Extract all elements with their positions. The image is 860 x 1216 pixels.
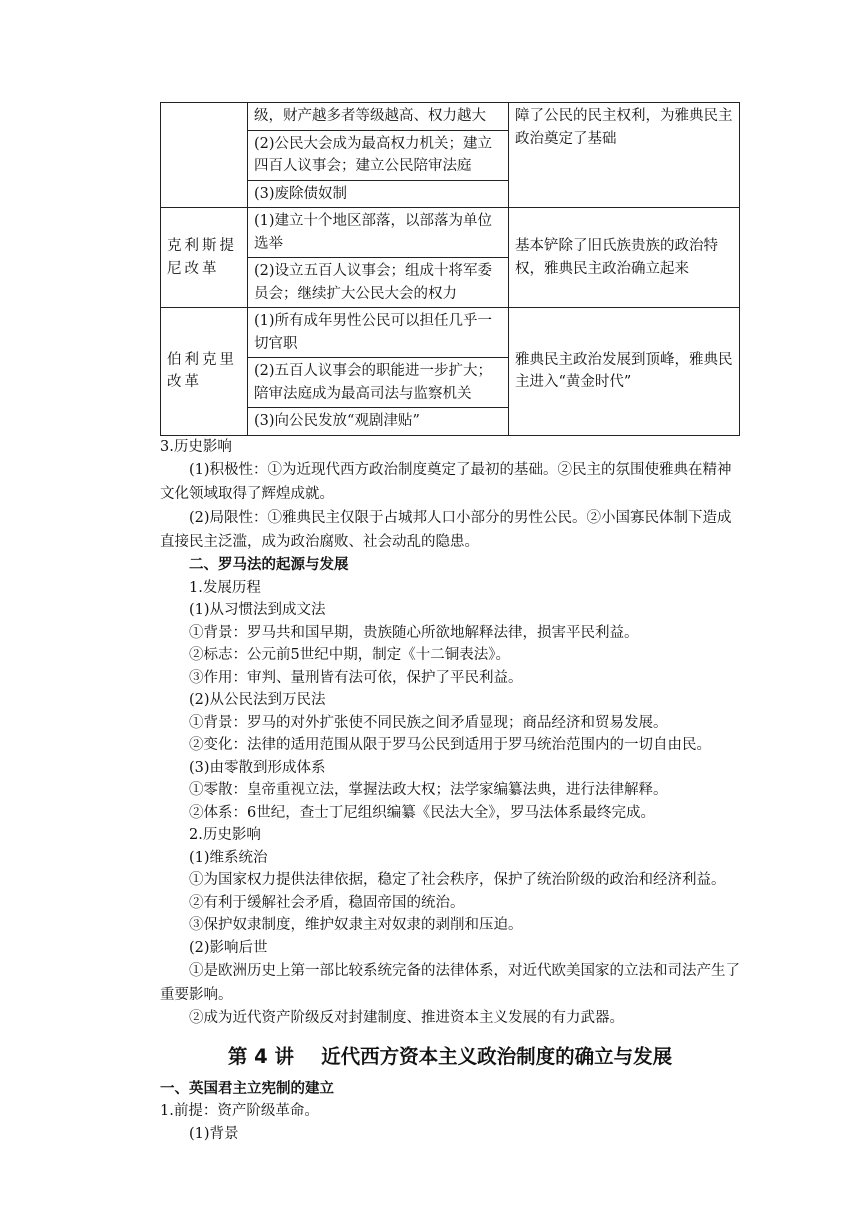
text-line: ②标志：公元前5世纪中期，制定《十二铜表法》。: [189, 647, 510, 663]
effect-cell: 障了公民的民主权利，为雅典民主政治奠定了基础: [509, 103, 740, 208]
text-line: 1.前提：资产阶级革命。: [160, 1103, 319, 1119]
reform-name-cell: 伯利克里改革: [161, 308, 248, 436]
page-content: [160, 102, 740, 1145]
measure-cell: (2)五百人议事会的职能进一步扩大；陪审法庭成为最高司法与监察机关: [248, 358, 509, 408]
text-line: (3)由零散到形成体系: [189, 759, 326, 776]
reform-name-cell: 克利斯提尼改革: [161, 208, 248, 308]
measure-cell: (3)废除债奴制: [248, 180, 509, 208]
text-line: ②变化：法律的适用范围从限于罗马公民到适用于罗马统治范围内的一切自由民。: [189, 737, 711, 753]
text-paragraph: ①是欧洲历史上第一部比较系统完备的法律体系，对近代欧美国家的立法和司法产生了重要影响。: [160, 963, 740, 1003]
text-line: ③作用：审判、量刑皆有法可依，保护了平民利益。: [189, 669, 523, 686]
measure-cell: 级，财产越多者等级越高、权力越大: [248, 103, 509, 131]
text-line: (1)维系统治: [189, 849, 268, 866]
text-line: (2)影响后世: [189, 939, 268, 956]
effect-cell: 基本铲除了旧氏族贵族的政治特权，雅典民主政治确立起来: [509, 208, 740, 308]
impact-negative: (2)局限性：①雅典民主仅限于占城邦人口小部分的男性公民。②小国寡民体制下造成直接民主泛滥，成为政治腐败、社会动乱的隐患。: [160, 510, 732, 550]
impact-positive: (1)积极性：①为近现代西方政治制度奠定了最初的基础。②民主的氛围使雅典在精神文化领域取得了辉煌成就。: [160, 462, 732, 502]
effect-cell: 雅典民主政治发展到顶峰，雅典民主进入“黄金时代”: [509, 308, 740, 436]
text-line: ①为国家权力提供法律依据，稳定了社会秩序，保护了统治阶级的政治和经济利益。: [189, 872, 726, 888]
measure-cell: (2)公民大会成为最高权力机关；建立四百人议事会；建立公民陪审法庭: [248, 130, 509, 180]
measure-cell: (3)向公民发放“观剧津贴”: [248, 408, 509, 436]
text-line: ①背景：罗马的对外扩张使不同民族之间矛盾显现；商品经济和贸易发展。: [189, 714, 668, 731]
reform-table: [160, 102, 740, 436]
text-line: ②有利于缓解社会矛盾，稳固帝国的统治。: [189, 894, 465, 911]
text-line: ②体系：6世纪，查士丁尼组织编纂《民法大全》，罗马法体系最终完成。: [189, 804, 655, 821]
text-line: ①零散：皇帝重视立法，掌握法政大权；法学家编纂法典，进行法律解释。: [189, 782, 668, 798]
text-line: 1.发展历程: [189, 579, 261, 596]
text-line: ①背景：罗马共和国早期，贵族随心所欲地解释法律，损害平民利益。: [189, 624, 639, 641]
section-heading-roman-law: 二、罗马法的起源与发展: [189, 557, 349, 573]
measure-cell: (2)设立五百人议事会；组成十将军委员会；继续扩大公民大会的权力: [248, 258, 509, 308]
impact-heading: 3.历史影响: [160, 438, 232, 455]
measure-cell: (1)建立十个地区部落，以部落为单位选举: [248, 208, 509, 258]
text-line: (2)从公民法到万民法: [189, 692, 326, 708]
text-line: (1)从习惯法到成文法: [189, 602, 326, 618]
measure-cell: (1)所有成年男性公民可以担任几乎一切官职: [248, 308, 509, 358]
text-line: ②成为近代资产阶级反对封建制度、推进资本主义发展的有力武器。: [189, 1010, 624, 1026]
lecture-title: 第 4 讲 近代西方资本主义政治制度的确立与发展: [227, 1044, 673, 1068]
text-line: (1)背景: [189, 1125, 239, 1142]
text-line: 2.历史影响: [189, 827, 261, 843]
section-heading-britain: 一、英国君主立宪制的建立: [160, 1080, 334, 1097]
text-line: ③保护奴隶制度，维护奴隶主对奴隶的剥削和压迫。: [189, 917, 523, 933]
reform-name-cell: [161, 103, 248, 208]
